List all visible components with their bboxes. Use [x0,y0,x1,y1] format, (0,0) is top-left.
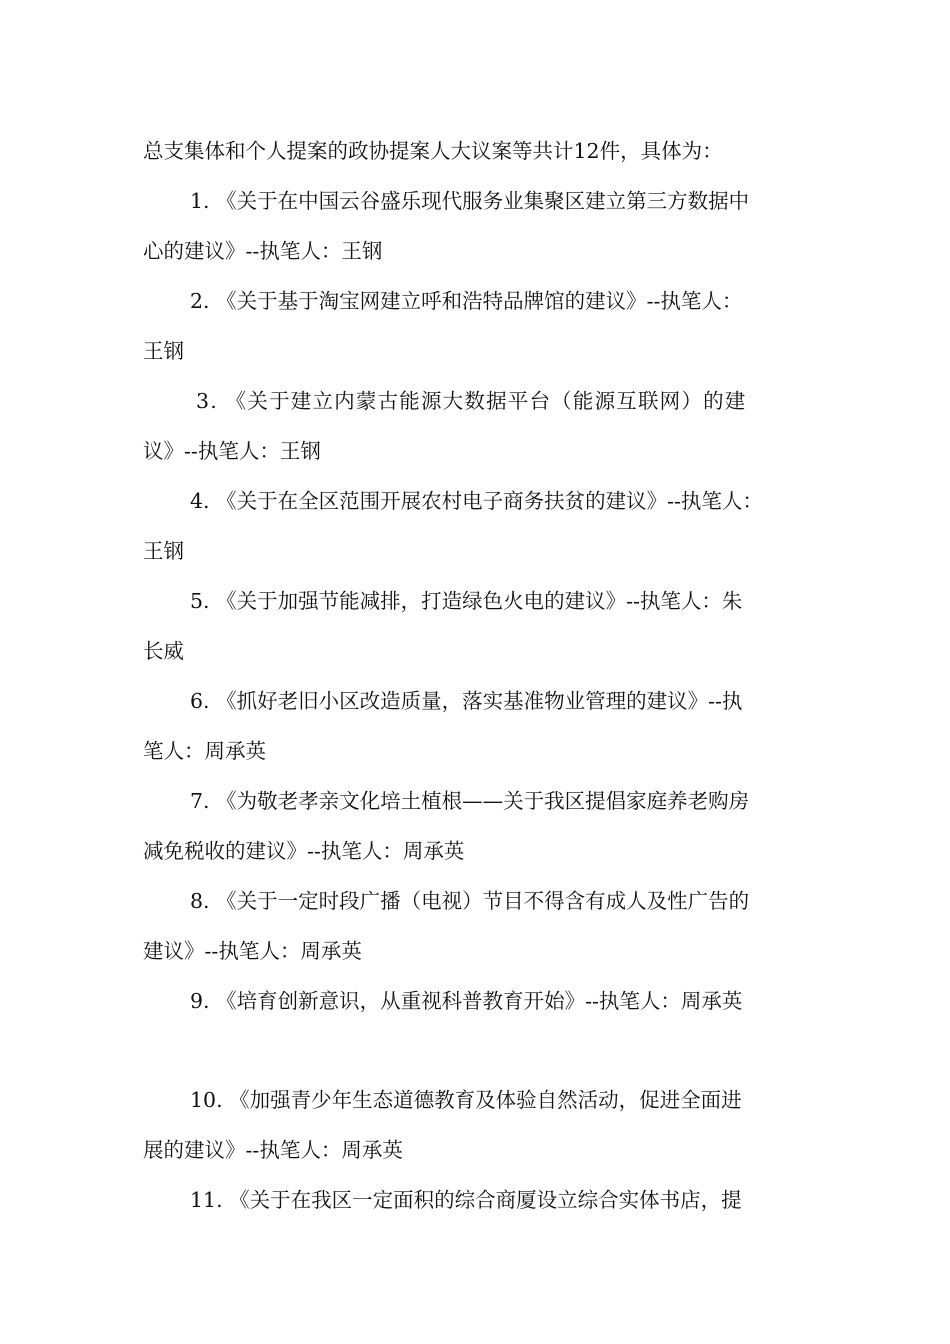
item-9-line-1: 9. 《培育创新意识，从重视科普教育开始》--执笔人：周承英 [190,989,743,1013]
item-6-line-1: 6. 《抓好老旧小区改造质量，落实基准物业管理的建议》--执 [190,689,743,713]
intro-text: 总支集体和个人提案的政协提案人大议案等共计12件，具体为： [143,139,723,163]
item-4-line-1: 4. 《关于在全区范围开展农村电子商务扶贫的建议》--执笔人： [190,489,763,513]
item-2-line-1: 2. 《关于基于淘宝网建立呼和浩特品牌馆的建议》--执笔人： [190,289,743,313]
item-3-line-2: 议》--执笔人：王钢 [143,439,321,463]
item-11-line-1: 11. 《关于在我区一定面积的综合商厦设立综合实体书店，提 [190,1188,742,1212]
item-1-line-2: 心的建议》--执笔人：王钢 [143,239,383,263]
item-10-line-1: 10. 《加强青少年生态道德教育及体验自然活动，促进全面进 [190,1088,742,1112]
item-6-line-2: 笔人：周承英 [143,739,266,763]
item-5-line-1: 5. 《关于加强节能减排，打造绿色火电的建议》--执笔人：朱 [190,589,743,613]
item-7-line-1: 7. 《为敬老孝亲文化培土植根——关于我区提倡家庭养老购房 [190,789,750,813]
item-10-line-2: 展的建议》--执笔人：周承英 [143,1138,403,1162]
item-7-line-2: 减免税收的建议》--执笔人：周承英 [143,839,465,863]
item-4-line-2: 王钢 [143,539,184,563]
item-2-line-2: 王钢 [143,339,184,363]
item-8-line-1: 8. 《关于一定时段广播（电视）节目不得含有成人及性广告的 [190,889,750,913]
item-5-line-2: 长威 [143,639,184,663]
item-8-line-2: 建议》--执笔人：周承英 [143,939,362,963]
item-1-line-1: 1. 《关于在中国云谷盛乐现代服务业集聚区建立第三方数据中 [190,189,750,213]
item-3-line-1: 3. 《关于建立内蒙古能源大数据平台（能源互联网）的建 [196,389,747,413]
